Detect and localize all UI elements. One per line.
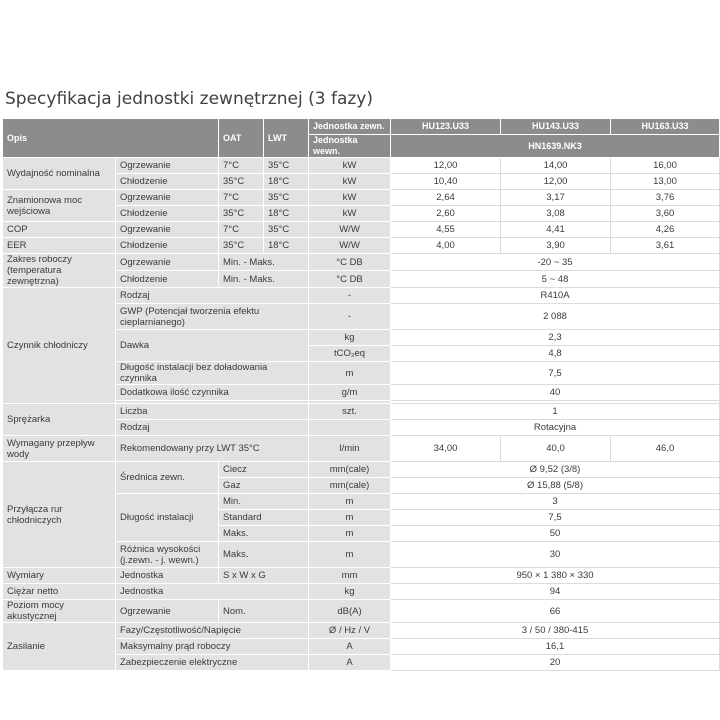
unit-cell: szt.: [309, 404, 391, 420]
value-cell: 16,1: [391, 639, 720, 655]
param-cell: Jednostka: [116, 584, 309, 600]
row-label: Znamionowa moc wejściowa: [3, 190, 116, 222]
indoor-model: HN1639.NK3: [391, 135, 720, 158]
table-row: [3, 568, 720, 584]
value-cell: Ø 15,88 (5/8): [391, 478, 720, 494]
value-cell: 34,00: [391, 436, 501, 462]
oat-cell: 7°C: [219, 222, 264, 238]
unit-cell: W/W: [309, 238, 391, 254]
table-row: [3, 238, 720, 254]
value-cell: 40,0: [501, 436, 611, 462]
param-cell: Fazy/Częstotliwość/Napięcie: [116, 623, 309, 639]
value-cell: 20: [391, 655, 720, 671]
row-label: COP: [3, 222, 116, 238]
value-cell: 3,08: [501, 206, 611, 222]
value-cell: 50: [391, 526, 720, 542]
table-row: [3, 436, 720, 462]
cond-cell: Min. - Maks.: [219, 254, 309, 271]
value-cell: 3,17: [501, 190, 611, 206]
value-cell: 1: [391, 404, 720, 420]
unit-cell: kg: [309, 330, 391, 346]
row-label: Ciężar netto: [3, 584, 116, 600]
unit-cell: l/min: [309, 436, 391, 462]
col-oat: OAT: [219, 119, 264, 158]
table-row: [3, 404, 720, 420]
outdoor-unit-label: Jednostka zewn.: [309, 119, 391, 135]
value-cell: 4,8: [391, 346, 720, 362]
unit-cell: kW: [309, 206, 391, 222]
param-cell: Jednostka: [116, 568, 219, 584]
param-cell: GWP (Potencjał tworzenia efektu cieplarnianego): [116, 304, 309, 330]
value-cell: 5 ~ 48: [391, 271, 720, 288]
value-cell: 10,40: [391, 174, 501, 190]
row-label: Przyłącza rur chłodniczych: [3, 462, 116, 568]
unit-cell: m: [309, 526, 391, 542]
value-cell: 3,61: [611, 238, 720, 254]
row-label: Poziom mocy akustycznej: [3, 600, 116, 623]
value-cell: 2 088: [391, 304, 720, 330]
value-cell: 94: [391, 584, 720, 600]
mode-cell: Ogrzewanie: [116, 222, 219, 238]
unit-cell: [309, 420, 391, 436]
param-cell: Różnica wysokości (j.zewn. - j. wewn.): [116, 542, 219, 568]
unit-cell: tCO₂eq: [309, 346, 391, 362]
model-3: HU163.U33: [611, 119, 720, 135]
unit-cell: m: [309, 542, 391, 568]
cond-cell: Maks.: [219, 526, 309, 542]
table-row: [3, 584, 720, 600]
value-cell: 3 / 50 / 380-415: [391, 623, 720, 639]
oat-cell: 35°C: [219, 206, 264, 222]
value-cell: 2,3: [391, 330, 720, 346]
table-row: [3, 623, 720, 639]
unit-cell: kW: [309, 158, 391, 174]
table-row: [3, 254, 720, 271]
unit-cell: -: [309, 288, 391, 304]
unit-cell: A: [309, 639, 391, 655]
value-cell: -20 ~ 35: [391, 254, 720, 271]
unit-cell: kW: [309, 174, 391, 190]
param-cell: Długość instalacji: [116, 494, 219, 542]
param-cell: Średnica zewn.: [116, 462, 219, 494]
oat-cell: 35°C: [219, 174, 264, 190]
param-cell: Maksymalny prąd roboczy: [116, 639, 309, 655]
unit-cell: kg: [309, 584, 391, 600]
param-cell: Długość instalacji bez doładowania czynnika: [116, 362, 309, 385]
row-label: Czynnik chłodniczy: [3, 288, 116, 404]
oat-cell: 35°C: [219, 238, 264, 254]
value-cell: 7,5: [391, 362, 720, 385]
unit-cell: Ø / Hz / V: [309, 623, 391, 639]
cond-cell: Standard: [219, 510, 309, 526]
oat-cell: 7°C: [219, 158, 264, 174]
unit-cell: mm(cale): [309, 462, 391, 478]
mode-cell: Ogrzewanie: [116, 254, 219, 271]
lwt-cell: 18°C: [264, 174, 309, 190]
unit-cell: °C DB: [309, 271, 391, 288]
value-cell: Ø 9,52 (3/8): [391, 462, 720, 478]
value-cell: 4,41: [501, 222, 611, 238]
cond-cell: S x W x G: [219, 568, 309, 584]
header-row-1: [3, 119, 720, 135]
page-title: Specyfikacja jednostki zewnętrznej (3 fazy): [5, 89, 373, 109]
value-cell: 3: [391, 494, 720, 510]
value-cell: 12,00: [501, 174, 611, 190]
value-cell: R410A: [391, 288, 720, 304]
table-row: [3, 158, 720, 174]
indoor-unit-label: Jednostka wewn.: [309, 135, 391, 158]
row-label: Zakres roboczy (temperatura zewnętrzna): [3, 254, 116, 288]
col-lwt: LWT: [264, 119, 309, 158]
unit-cell: m: [309, 494, 391, 510]
value-cell: Rotacyjna: [391, 420, 720, 436]
row-label: Wymagany przepływ wody: [3, 436, 116, 462]
value-cell: 2,60: [391, 206, 501, 222]
value-cell: 4,26: [611, 222, 720, 238]
cond-cell: Nom.: [219, 600, 309, 623]
value-cell: 13,00: [611, 174, 720, 190]
value-cell: 14,00: [501, 158, 611, 174]
cond-cell: Maks.: [219, 542, 309, 568]
param-cell: Ogrzewanie: [116, 600, 219, 623]
value-cell: 3,76: [611, 190, 720, 206]
lwt-cell: 35°C: [264, 158, 309, 174]
unit-cell: kW: [309, 190, 391, 206]
mode-cell: Chłodzenie: [116, 174, 219, 190]
value-cell: 66: [391, 600, 720, 623]
param-cell: Liczba: [116, 404, 309, 420]
model-2: HU143.U33: [501, 119, 611, 135]
cond-cell: Min.: [219, 494, 309, 510]
table-row: [3, 462, 720, 478]
cond-cell: Gaz: [219, 478, 309, 494]
value-cell: 3,60: [611, 206, 720, 222]
param-cell: Zabezpieczenie elektryczne: [116, 655, 309, 671]
value-cell: 4,55: [391, 222, 501, 238]
table-row: [3, 222, 720, 238]
lwt-cell: 35°C: [264, 222, 309, 238]
value-cell: 30: [391, 542, 720, 568]
mode-cell: Chłodzenie: [116, 206, 219, 222]
table-row: [3, 600, 720, 623]
row-label: EER: [3, 238, 116, 254]
unit-cell: m: [309, 510, 391, 526]
unit-cell: W/W: [309, 222, 391, 238]
param-cell: Rodzaj: [116, 288, 309, 304]
cond-cell: Min. - Maks.: [219, 271, 309, 288]
unit-cell: mm: [309, 568, 391, 584]
unit-cell: g/m: [309, 385, 391, 401]
unit-cell: °C DB: [309, 254, 391, 271]
row-label: Wydajność nominalna: [3, 158, 116, 190]
unit-cell: A: [309, 655, 391, 671]
param-cell: Rekomendowany przy LWT 35°C: [116, 436, 309, 462]
mode-cell: Ogrzewanie: [116, 158, 219, 174]
mode-cell: Ogrzewanie: [116, 190, 219, 206]
value-cell: 7,5: [391, 510, 720, 526]
lwt-cell: 18°C: [264, 238, 309, 254]
lwt-cell: 18°C: [264, 206, 309, 222]
table-row: [3, 288, 720, 304]
lwt-cell: 35°C: [264, 190, 309, 206]
value-cell: 950 × 1 380 × 330: [391, 568, 720, 584]
value-cell: 4,00: [391, 238, 501, 254]
unit-cell: -: [309, 304, 391, 330]
mode-cell: Chłodzenie: [116, 238, 219, 254]
param-cell: Dodatkowa ilość czynnika: [116, 385, 309, 401]
param-cell: Dawka: [116, 330, 309, 362]
unit-cell: mm(cale): [309, 478, 391, 494]
oat-cell: 7°C: [219, 190, 264, 206]
value-cell: 2,64: [391, 190, 501, 206]
unit-cell: m: [309, 362, 391, 385]
unit-cell: dB(A): [309, 600, 391, 623]
value-cell: 46,0: [611, 436, 720, 462]
value-cell: 40: [391, 385, 720, 401]
model-1: HU123.U33: [391, 119, 501, 135]
mode-cell: Chłodzenie: [116, 271, 219, 288]
col-opis: Opis: [3, 119, 219, 158]
value-cell: 16,00: [611, 158, 720, 174]
row-label: Wymiary: [3, 568, 116, 584]
table-row: [3, 190, 720, 206]
row-label: Sprężarka: [3, 404, 116, 436]
cond-cell: Ciecz: [219, 462, 309, 478]
value-cell: 3,90: [501, 238, 611, 254]
value-cell: 12,00: [391, 158, 501, 174]
row-label: Zasilanie: [3, 623, 116, 671]
param-cell: Rodzaj: [116, 420, 309, 436]
spec-table: [2, 118, 720, 671]
